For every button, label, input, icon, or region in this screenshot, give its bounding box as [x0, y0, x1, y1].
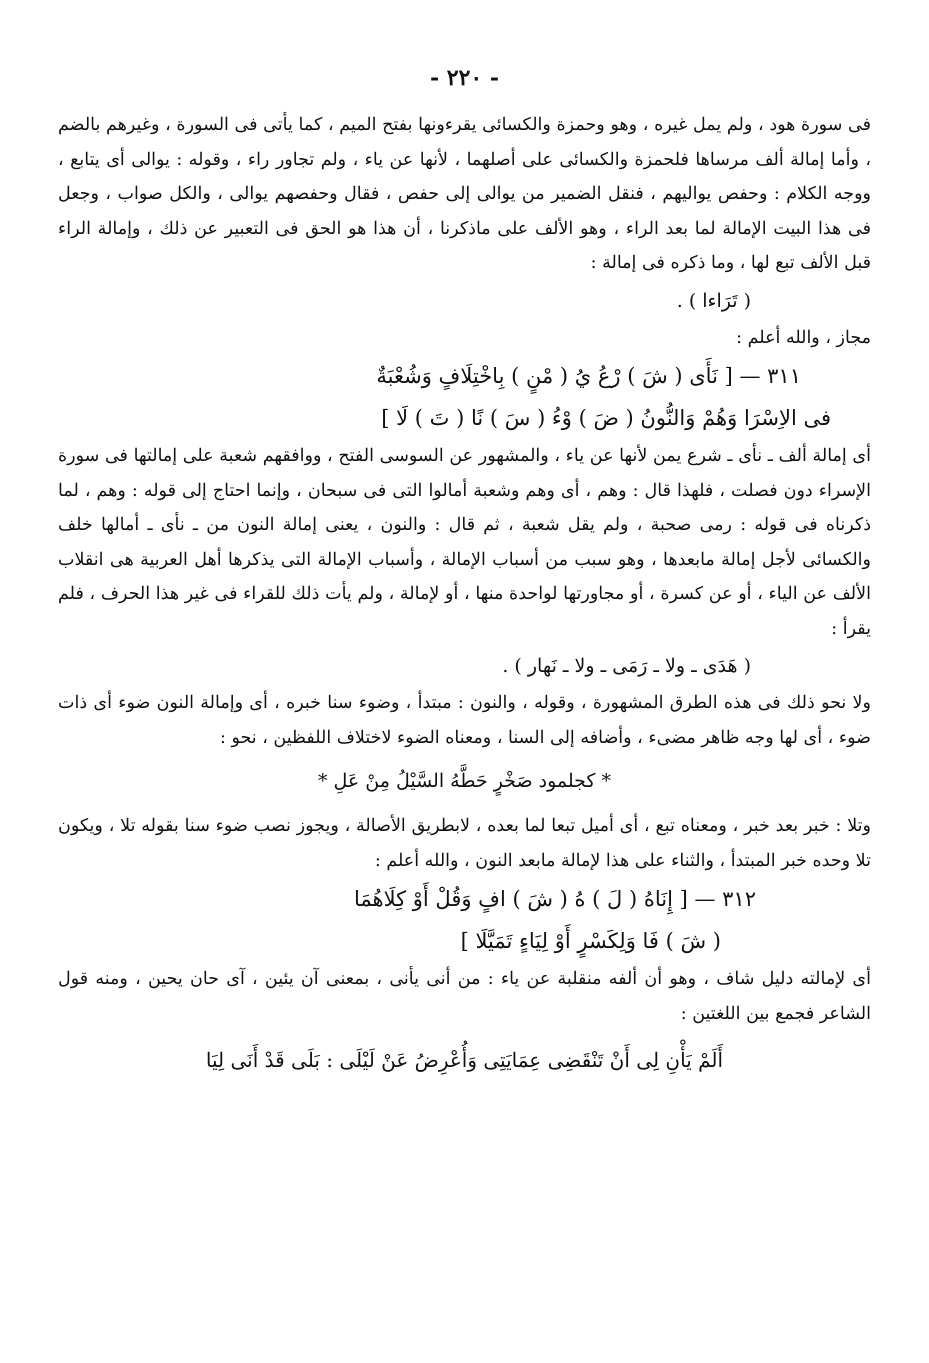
paragraph-5: وتلا : خبر بعد خبر ، ومعناه تبع ، أى أميل تبعا لما بعده ، لابطريق الأصالة ، ويجوز نصب ضوء سنا بقوله تلا ، ويكون تلا وحده خبر المبتدأ ، والثناء على هذا لإمالة مابعد النون ، والله أعلم :	[58, 816, 871, 871]
page-number: - ٢٢٠ -	[429, 65, 500, 91]
verse-311	[58, 355, 871, 439]
quoted-word-taraa: ( تَرَاءا ) .	[676, 289, 751, 312]
poetry-quote: * كجلمود صَخْرٍ حَطَّهُ السَّيْلُ مِنْ عَلِ *	[317, 770, 612, 792]
verse-311-line-2: فى الاِسْرَا وَهُمْ وَالنُّونُ ( ضَ ) وْءُ ( سَ ) نًا ( تَ ) لَا ]	[381, 406, 831, 430]
paragraph-4: ولا نحو ذلك فى هذه الطرق المشهورة ، وقوله ، والنون : مبتدأ ، وضوء سنا خبره ، أى وإمالة النون ضوء أى ذات ضوء ، أى لها وجه ظاهر مضىء ، وأضافه إلى السنا ، ومعناه الضوء لاختلاف اللفظين ، نحو :	[58, 693, 871, 748]
verse-312-line-2: ( شَ ) فَا وَلِكَسْرٍ أَوْ لِيَاءٍ تَمَيَّلَا ]	[460, 929, 721, 953]
verse-312-line-1: ٣١٢ — [ إِنَاهُ ( لَ ) هُ ( شَ ) افٍ وَقُلْ أَوْ كِلَاهُمَا	[353, 887, 756, 911]
poem-line: أَلَمْ يَأْنِ لِى أَنْ تَنْقَضِى عِمَايَتِى وَأُعْرِضُ عَنْ لَيْلَى : بَلَى قَدْ أَنَى لِيَا	[205, 1048, 724, 1072]
paragraph-6: أى لإمالته دليل شاف ، وهو أن ألفه منقلبة عن ياء : من أنى يأنى ، بمعنى آن يئين ، آى حان يحين ، ومنه قول الشاعر فجمع بين اللغتين :	[58, 969, 871, 1024]
paragraph-2: مجاز ، والله أعلم :	[736, 327, 871, 348]
verse-311-line-1: ٣١١ — [ نَأَى ( شَ ) رْعُ يُ ( مْنٍ ) بِاخْتِلَافٍ وَشُعْبَةٌ	[376, 364, 801, 388]
paragraph-1: فى سورة هود ، ولم يمل غيره ، وهو وحمزة والكسائى يقرءونها بفتح الميم ، كما يأتى فى السورة ، وغيرهم بالضم ، وأما إمالة ألف مرساها فلحمزة والكسائى على أصلهما ، لأنها عن ياء ، ولم تجاور راء ، وقوله : يوالى أى يتابع ، ووجه الكلام : وحفص يواليهم ، فنقل الضمير من يوالى إلى حفص ، فقال وحفصهم يوالى ، والكل صواب ، وجعل فى هذا البيت الإمالة لما بعد الراء ، وهو الألف على ماذكرنا ، أن هذا هو الحق فى التعبير عن ذلك ، وإمالة الراء قبل الألف تبع لها ، وما ذكره فى إمالة :	[58, 115, 871, 273]
paragraph-3: أى إمالة ألف ـ نأى ـ شرع يمن لأنها عن ياء ، والمشهور عن السوسى الفتح ، ووافقهم شعبة على إمالتها فى سورة الإسراء دون فصلت ، فلهذا قال : وهم ، أى وهم وشعبة أمالوا التى فى سبحان ، وإنما احتاج إلى قوله : وهم ، لما ذكرناه فى قوله : رمى صحبة ، ولم يقل شعبة ، ثم قال : والنون ، يعنى إمالة النون من ـ نأى ـ أمالها خلف والكسائى لأجل إمالة مابعدها ، وهو سبب من أسباب الإمالة ، وأسباب الإمالة التى يذكرها أهل العربية هى انقلاب الألف عن الياء ، أو عن كسرة ، أو مجاورتها لواحدة منها ، أو لإمالة ، ولم يأت ذلك للقراء فى غير هذا الحرف ، فلم يقرأ :	[58, 446, 871, 639]
verse-312	[58, 878, 871, 962]
quoted-words-huda: ( هَدَى ـ ولا ـ رَمَى ـ ولا ـ نَهار ) .	[502, 655, 751, 677]
